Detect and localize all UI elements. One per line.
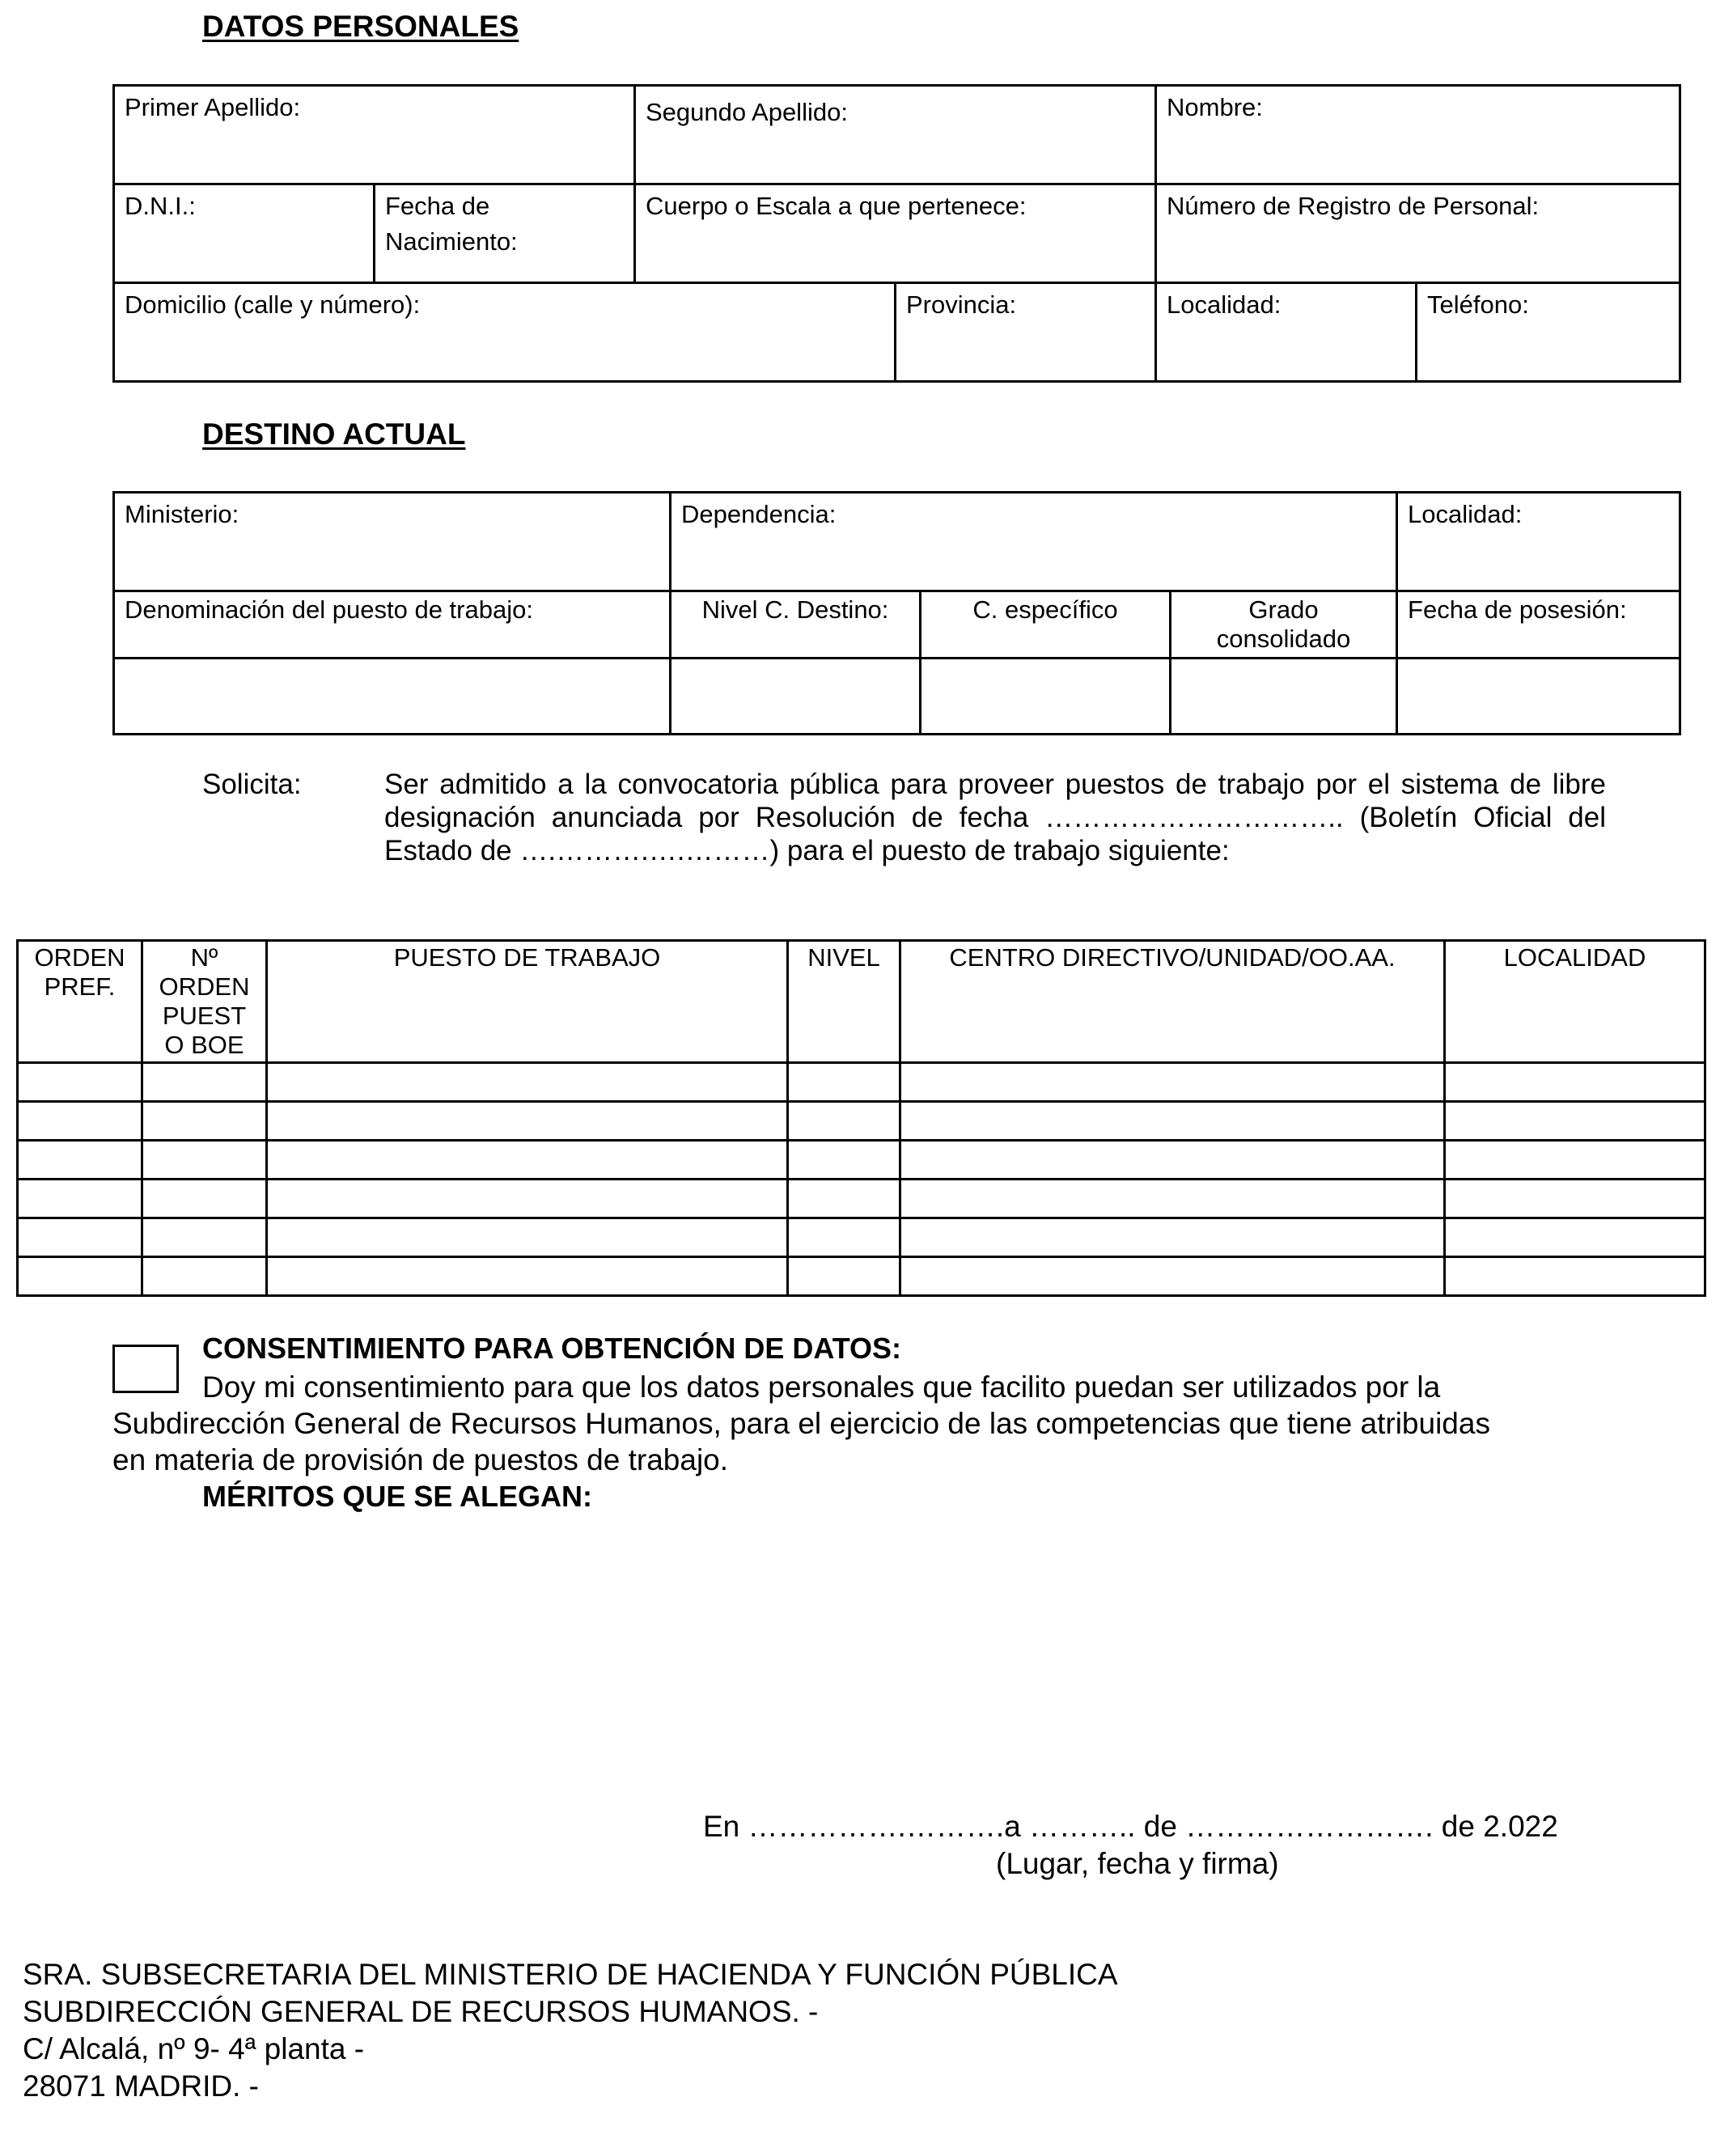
table-row [18, 1218, 1705, 1257]
localidad-cell[interactable] [1445, 1218, 1705, 1257]
localidad-cell[interactable] [1445, 1257, 1705, 1296]
nivel-cell[interactable] [788, 1218, 900, 1257]
grado-consolidado-input[interactable] [1171, 659, 1397, 735]
c-especifico-label: C. específico [972, 595, 1118, 624]
nombre-field[interactable] [1156, 86, 1680, 184]
orden-pref-cell[interactable] [18, 1141, 142, 1180]
fecha-nacimiento-label-2: Nacimiento: [385, 227, 518, 256]
orden-pref-cell[interactable] [18, 1257, 142, 1296]
nivel-cell[interactable] [788, 1141, 900, 1180]
localidad-field[interactable] [1156, 283, 1417, 382]
consentimiento-line-3: en materia de provisión de puestos de trabajo. [112, 1443, 729, 1476]
segundo-apellido-field[interactable] [635, 86, 1156, 184]
fecha-posesion-header [1397, 591, 1680, 659]
consentimiento-line-1: Doy mi consentimiento para que los datos personales que facilito puedan ser utilizados por la [202, 1370, 1441, 1404]
centro-directivo-cell[interactable] [900, 1218, 1445, 1257]
destino-actual-table [112, 491, 1681, 735]
fecha-posesion-input[interactable] [1397, 659, 1680, 735]
provincia-field[interactable] [896, 283, 1156, 382]
destino-actual-heading: DESTINO ACTUAL [202, 417, 466, 451]
telefono-label: Teléfono: [1427, 290, 1529, 319]
nrp-field[interactable] [1156, 184, 1680, 283]
solicita-line-1: Ser admitido a la convocatoria pública para proveer puestos de trabajo por el sistema de libre [384, 769, 1606, 800]
centro-directivo-cell[interactable] [900, 1180, 1445, 1218]
localidad-destino-field[interactable] [1397, 493, 1680, 591]
localidad-cell[interactable] [1445, 1102, 1705, 1141]
localidad-cell[interactable] [1445, 1063, 1705, 1102]
grado-consolidado-header [1171, 591, 1397, 659]
ministerio-field[interactable] [114, 493, 671, 591]
centro-directivo-cell[interactable] [900, 1257, 1445, 1296]
num-orden-cell[interactable] [142, 1180, 267, 1218]
ministerio-label: Ministerio: [125, 500, 239, 528]
denominacion-input[interactable] [114, 659, 671, 735]
domicilio-field[interactable] [114, 283, 896, 382]
puesto-trabajo-cell[interactable] [267, 1257, 788, 1296]
num-orden-cell[interactable] [142, 1063, 267, 1102]
cuerpo-escala-label: Cuerpo o Escala a que pertenece: [646, 192, 1027, 220]
grado-label: Grado [1248, 595, 1319, 624]
datos-personales-table [112, 84, 1681, 383]
num-orden-cell[interactable] [142, 1257, 267, 1296]
dni-field[interactable] [114, 184, 375, 283]
localidad-label: Localidad: [1167, 290, 1282, 319]
destinatario-line-3: C/ Alcalá, nº 9- 4ª planta - [23, 2032, 365, 2065]
orden-pref-cell[interactable] [18, 1102, 142, 1141]
destinatario-block [23, 1956, 1118, 2105]
num-orden-header [142, 941, 267, 1063]
fecha-nacimiento-label: Fecha de [385, 192, 490, 220]
consentimiento-line-2: Subdirección General de Recursos Humanos, para el ejercicio de las competencias que tiene atribuidas [112, 1407, 1490, 1440]
num-orden-cell[interactable] [142, 1141, 267, 1180]
c-especifico-input[interactable] [921, 659, 1171, 735]
puestos-table [16, 939, 1706, 1297]
nivel-destino-label: Nivel C. Destino: [701, 595, 889, 624]
destinatario-line-1: SRA. SUBSECRETARIA DEL MINISTERIO DE HACIENDA Y FUNCIÓN PÚBLICA [23, 1958, 1118, 1991]
datos-personales-heading: DATOS PERSONALES [202, 10, 519, 43]
nivel-cell[interactable] [788, 1063, 900, 1102]
orden-header-line-2: PREF. [44, 972, 116, 1001]
dependencia-label: Dependencia: [681, 500, 837, 528]
nivel-cell[interactable] [788, 1257, 900, 1296]
dni-label: D.N.I.: [125, 192, 196, 220]
nivel-destino-header [671, 591, 921, 659]
num-header-line-4: O BOE [164, 1031, 244, 1059]
puesto-trabajo-header: PUESTO DE TRABAJO [267, 941, 788, 1063]
solicita-label: Solicita: [202, 769, 302, 800]
solicita-line-2: designación anunciada por Resolución de fecha ………………………….. (Boletín Oficial del [384, 802, 1606, 833]
puesto-trabajo-cell[interactable] [267, 1102, 788, 1141]
centro-directivo-cell[interactable] [900, 1063, 1445, 1102]
localidad-header: LOCALIDAD [1445, 941, 1705, 1063]
orden-pref-header [18, 941, 142, 1063]
domicilio-label: Domicilio (calle y número): [125, 290, 421, 319]
nivel-cell[interactable] [788, 1102, 900, 1141]
puestos-body [18, 1063, 1705, 1296]
nivel-destino-input[interactable] [671, 659, 921, 735]
localidad-cell[interactable] [1445, 1180, 1705, 1218]
consentimiento-title: CONSENTIMIENTO PARA OBTENCIÓN DE DATOS: [202, 1332, 902, 1365]
table-row [18, 1141, 1705, 1180]
orden-pref-cell[interactable] [18, 1180, 142, 1218]
orden-pref-cell[interactable] [18, 1218, 142, 1257]
table-row [18, 1257, 1705, 1296]
nivel-cell[interactable] [788, 1180, 900, 1218]
denominacion-header [114, 591, 671, 659]
firma-caption: (Lugar, fecha y firma) [996, 1847, 1279, 1880]
centro-directivo-header: CENTRO DIRECTIVO/UNIDAD/OO.AA. [900, 941, 1445, 1063]
cuerpo-escala-field[interactable] [635, 184, 1156, 283]
provincia-label: Provincia: [906, 290, 1017, 319]
num-header-line-1: Nº [190, 943, 218, 972]
primer-apellido-label: Primer Apellido: [125, 93, 301, 121]
nombre-label: Nombre: [1167, 93, 1263, 121]
meritos-title: MÉRITOS QUE SE ALEGAN: [202, 1480, 593, 1513]
nrp-label: Número de Registro de Personal: [1167, 192, 1540, 220]
solicita-text [384, 768, 1606, 867]
num-header-line-3: PUEST [162, 1002, 247, 1030]
puesto-trabajo-cell[interactable] [267, 1218, 788, 1257]
puesto-trabajo-cell[interactable] [267, 1141, 788, 1180]
segundo-apellido-label: Segundo Apellido: [646, 98, 848, 126]
solicita-line-3: Estado de ….……….….………) para el puesto de trabajo siguiente: [384, 835, 1230, 866]
localidad-destino-label: Localidad: [1408, 500, 1523, 528]
num-orden-cell[interactable] [142, 1102, 267, 1141]
firma-line: En …………….……….a ……….. de ……………………. de 2.022 [703, 1810, 1558, 1843]
table-row [18, 1102, 1705, 1141]
fecha-posesion-label: Fecha de posesión: [1408, 595, 1627, 624]
consent-checkbox[interactable] [112, 1345, 179, 1393]
orden-header-line-1: ORDEN [34, 943, 125, 972]
centro-directivo-cell[interactable] [900, 1141, 1445, 1180]
puesto-trabajo-cell[interactable] [267, 1063, 788, 1102]
denominacion-label: Denominación del puesto de trabajo: [125, 595, 533, 624]
destinatario-line-2: SUBDIRECCIÓN GENERAL DE RECURSOS HUMANOS. - [23, 1995, 819, 2028]
puesto-trabajo-cell[interactable] [267, 1180, 788, 1218]
orden-pref-cell[interactable] [18, 1063, 142, 1102]
num-orden-cell[interactable] [142, 1218, 267, 1257]
table-row [18, 1063, 1705, 1102]
table-row [18, 1180, 1705, 1218]
consolidado-label: consolidado [1216, 625, 1351, 653]
num-header-line-2: ORDEN [159, 972, 250, 1001]
dependencia-field[interactable] [671, 493, 1397, 591]
primer-apellido-field[interactable] [114, 86, 635, 184]
fecha-nacimiento-field[interactable] [375, 184, 635, 283]
telefono-field[interactable] [1417, 283, 1680, 382]
c-especifico-header [921, 591, 1171, 659]
localidad-cell[interactable] [1445, 1141, 1705, 1180]
destinatario-line-4: 28071 MADRID. - [23, 2069, 259, 2103]
nivel-header: NIVEL [788, 941, 900, 1063]
centro-directivo-cell[interactable] [900, 1102, 1445, 1141]
